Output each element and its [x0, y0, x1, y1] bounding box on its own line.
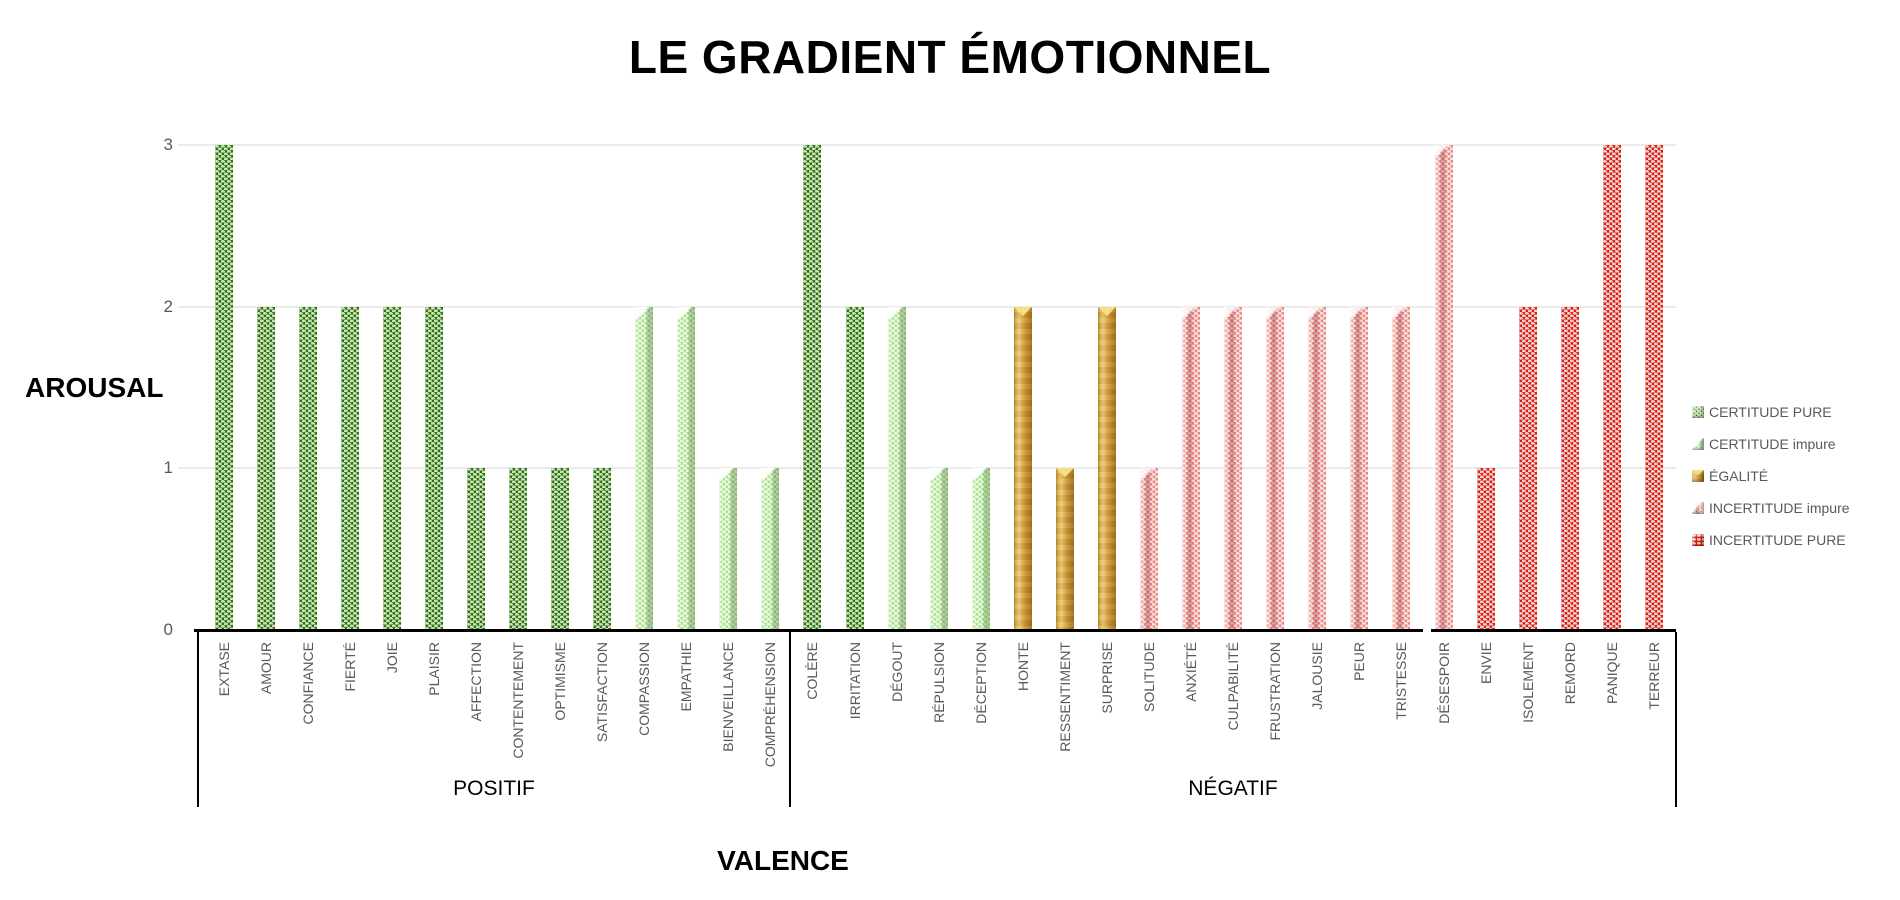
category-label: RESSENTIMENT: [1056, 642, 1073, 752]
y-tick-0: 0: [163, 620, 173, 639]
bar-isolement: [1519, 307, 1537, 630]
legend-label: INCERTITUDE PURE: [1709, 532, 1846, 548]
category-label: SATISFACTION: [594, 642, 611, 743]
bar-envie: [1477, 468, 1495, 630]
bar-amour: [257, 307, 275, 630]
x-axis-line: [194, 629, 1423, 632]
y-tick-1: 1: [163, 458, 173, 478]
bar-satisfaction: [593, 468, 611, 630]
bar-panique: [1603, 145, 1621, 630]
group-label-negatif: NÉGATIF: [1188, 777, 1278, 800]
bar-frustration: [1266, 307, 1284, 630]
bar-solitude: [1140, 468, 1158, 630]
category-label: FRUSTRATION: [1267, 642, 1284, 741]
y-tick-3: 3: [163, 135, 173, 154]
bar-anxiété: [1182, 307, 1200, 630]
category-label: JOIE: [383, 642, 400, 674]
category-label: ISOLEMENT: [1519, 642, 1536, 723]
bar-affection: [467, 468, 485, 630]
category-label: PANIQUE: [1603, 642, 1620, 704]
category-label: DÉSESPOIR: [1435, 642, 1452, 724]
legend-swatch-icon: [1692, 438, 1704, 450]
category-label: PLAISIR: [425, 642, 442, 696]
category-label: SOLITUDE: [1141, 642, 1158, 713]
category-label: OPTIMISME: [552, 642, 569, 721]
category-label: CONTENTEMENT: [509, 642, 526, 759]
legend-swatch-icon: [1692, 470, 1704, 482]
bar-jalousie: [1308, 307, 1326, 630]
category-label: EXTASE: [215, 642, 232, 697]
bar-plaisir: [425, 307, 443, 630]
bar-tristesse: [1392, 307, 1410, 630]
category-label: AMOUR: [257, 642, 274, 695]
bar-colère: [803, 145, 821, 630]
legend-swatch-icon: [1692, 406, 1704, 418]
bar-culpabilité: [1224, 307, 1242, 630]
bar-compassion: [635, 307, 653, 630]
category-label: TERREUR: [1645, 642, 1662, 710]
bar-irritation: [846, 307, 864, 630]
category-label: COLÈRE: [804, 642, 821, 700]
category-label: DÉCEPTION: [972, 642, 989, 724]
legend-label: INCERTITUDE impure: [1709, 500, 1850, 516]
legend-label: CERTITUDE PURE: [1709, 404, 1832, 420]
bar-contentement: [509, 468, 527, 630]
legend-item-certitude_impure: [1692, 428, 1850, 460]
category-label: HONTE: [1014, 642, 1031, 691]
category-label: IRRITATION: [846, 642, 863, 720]
y-tick-2: 2: [163, 296, 173, 316]
bar-empathie: [677, 307, 695, 630]
category-label: SURPRISE: [1098, 642, 1115, 714]
bar-honte: [1014, 307, 1032, 630]
legend-item-incertitude_pure: [1692, 524, 1850, 556]
legend-item-egalite: [1692, 460, 1850, 492]
legend-swatch-icon: [1692, 502, 1704, 514]
category-label: ANXIÉTÉ: [1183, 642, 1200, 702]
bar-compréhension: [761, 468, 779, 630]
bar-bienveillance: [719, 468, 737, 630]
category-label: BIENVEILLANCE: [720, 642, 737, 752]
bar-joie: [383, 307, 401, 630]
bar-confiance: [299, 307, 317, 630]
category-label: RÉPULSION: [930, 642, 947, 723]
x-axis-title-valence: VALENCE: [717, 845, 849, 876]
bar-optimisme: [551, 468, 569, 630]
bar-ressentiment: [1056, 468, 1074, 630]
category-label: DÉGOUT: [888, 642, 905, 702]
y-axis-title-arousal: AROUSAL: [25, 372, 164, 403]
bar-dégout: [888, 307, 906, 630]
bar-répulsion: [930, 468, 948, 630]
bar-fierté: [341, 307, 359, 630]
bar-surprise: [1098, 307, 1116, 630]
category-label: COMPRÉHENSION: [762, 642, 779, 768]
category-label: COMPASSION: [636, 642, 653, 736]
category-label: REMORD: [1561, 642, 1578, 705]
category-label: CONFIANCE: [299, 642, 316, 725]
bar-terreur: [1645, 145, 1663, 630]
category-label: EMPATHIE: [678, 642, 695, 712]
group-label-positif: POSITIF: [453, 777, 535, 800]
category-label: FIERTÉ: [341, 642, 358, 692]
legend: [1692, 396, 1850, 556]
plot-area: [198, 145, 1676, 800]
category-label: CULPABILITÉ: [1225, 642, 1242, 731]
bar-peur: [1350, 307, 1368, 630]
chart-title: LE GRADIENT ÉMOTIONNEL: [628, 31, 1272, 83]
category-label: PEUR: [1351, 642, 1368, 681]
bar-extase: [215, 145, 233, 630]
legend-swatch-icon: [1692, 534, 1704, 546]
legend-item-incertitude_impure: [1692, 492, 1850, 524]
bar-déception: [972, 468, 990, 630]
legend-label: CERTITUDE impure: [1709, 436, 1836, 452]
category-label: TRISTESSE: [1393, 642, 1410, 720]
x-axis-line: [1431, 629, 1676, 632]
bar-remord: [1561, 307, 1579, 630]
bar-désespoir: [1435, 145, 1453, 630]
category-label: JALOUSIE: [1309, 642, 1326, 710]
legend-label: ÉGALITÉ: [1709, 468, 1769, 484]
category-label: AFFECTION: [467, 642, 484, 722]
legend-item-certitude_pure: [1692, 396, 1850, 428]
category-label: ENVIE: [1477, 642, 1494, 685]
